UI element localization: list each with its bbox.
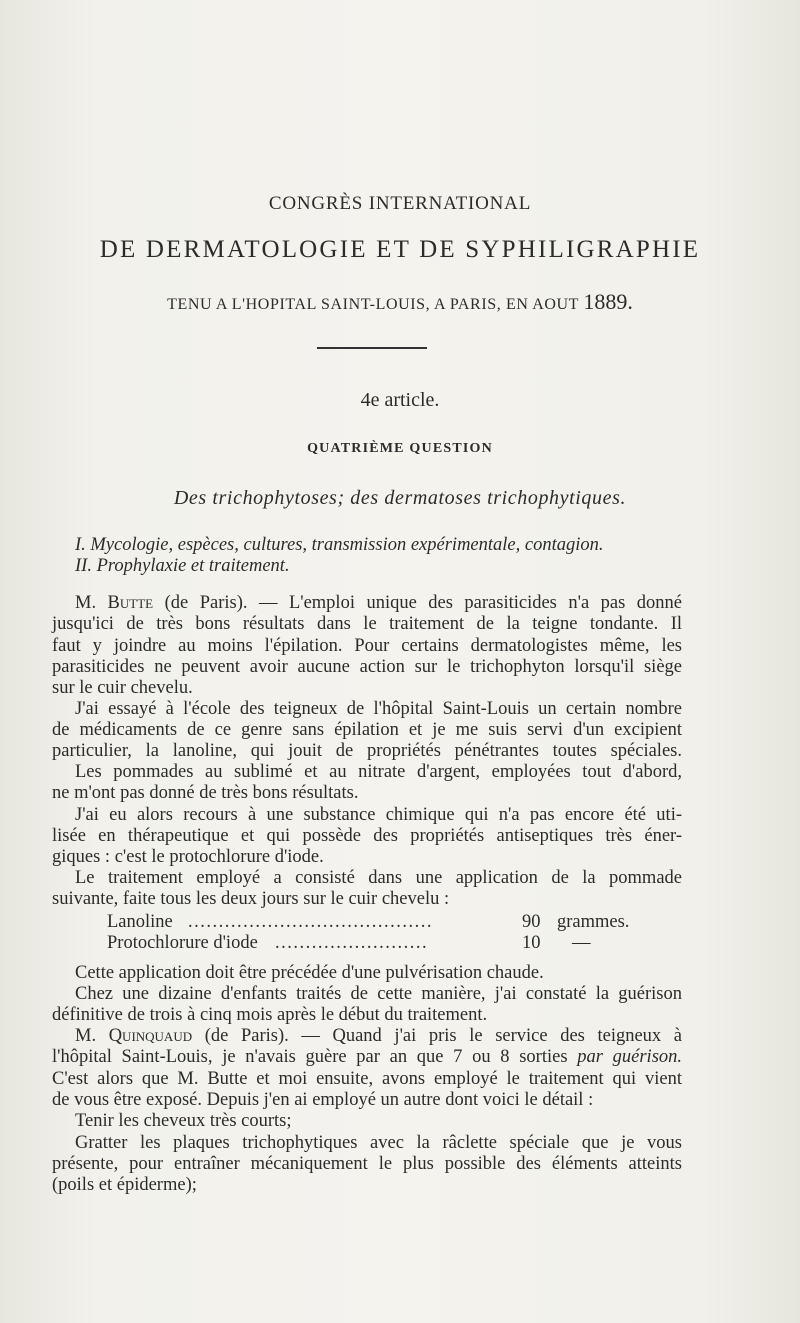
p10-line-1: Gratter les plaques trichophytiques avec la râclette spéciale que je vous [75, 1133, 682, 1153]
question-heading: QUATRIÈME QUESTION [307, 441, 493, 456]
venue-text: TENU A L'HOPITAL SAINT-LOUIS, A PARIS, EN AOUT [167, 296, 579, 313]
main-title: DE DERMATOLOGIE ET DE SYPHILIGRAPHIE [99, 236, 701, 263]
p3-line-2: ne m'ont pas donné de très bons résultats. [52, 783, 359, 803]
butte-line-3: faut y joindre au moins l'épilation. Pour certains dermatologistes même, les [52, 636, 682, 656]
formula-unit: — [572, 933, 591, 953]
speaker-butte: M. Butte [75, 593, 154, 613]
formula-leader: ......................... [275, 933, 429, 953]
formula-name: Lanoline [107, 912, 173, 932]
quinquaud-line-2-text: l'hôpital Saint-Louis, je n'avais guère par an que 7 ou 8 sorties [52, 1047, 568, 1067]
butte-line-2: jusqu'ici de très bons résultats dans le traitement de la teigne tondante. Il [52, 614, 682, 634]
venue-line [0, 289, 800, 315]
p7-line-2: définitive de trois à cinq mois après le début du traitement. [52, 1005, 488, 1025]
question-subtitle: Des trichophytoses; des dermatoses trichophytiques. [173, 487, 627, 509]
venue-year: 1889. [583, 289, 633, 314]
section-1: I. Mycologie, espèces, cultures, transmission expérimentale, contagion. [75, 535, 604, 555]
p4-line-3: giques : c'est le protochlorure d'iode. [52, 847, 324, 867]
butte-line-4: parasiticides ne peuvent avoir aucune action sur le trichophyton lorsqu'il siège [52, 657, 682, 677]
p2-line-2: de médicaments de ce genre sans épilation et je me suis servi d'un excipient [52, 720, 682, 740]
p2-line-1: J'ai essayé à l'école des teigneux de l'hôpital Saint-Louis un certain nombre [75, 699, 682, 719]
p6-line-1: Cette application doit être précédée d'une pulvérisation chaude. [75, 963, 544, 983]
quinquaud-line-3: C'est alors que M. Butte et moi ensuite, avons employé le traitement qui vient [52, 1069, 682, 1089]
butte-line-5: sur le cuir chevelu. [52, 678, 193, 698]
formula-leader: ........................................ [188, 912, 433, 932]
quinquaud-line-2-italic: par guérison. [577, 1047, 683, 1067]
p7-line-1: Chez une dizaine d'enfants traités de cette manière, j'ai constaté la guérison [75, 984, 682, 1004]
butte-line-1-text: (de Paris). — L'emploi unique des parasiticides n'a pas donné [164, 593, 682, 613]
p4-line-2: lisée en thérapeutique et qui possède des propriétés antiseptiques très éner- [52, 826, 682, 846]
formula-qty: 90 [522, 912, 541, 932]
formula-name: Protochlorure d'iode [107, 933, 258, 953]
title-rule [317, 347, 427, 349]
p2-line-3: particulier, la lanoline, qui jouit de propriétés pénétrantes toutes spéciales. [52, 741, 682, 761]
article-number: 4e article. [360, 389, 440, 411]
p9-line-1: Tenir les cheveux très courts; [75, 1111, 292, 1131]
p10-line-2: présente, pour entraîner mécaniquement le plus possible des éléments atteints [52, 1154, 682, 1174]
p5-line-1: Le traitement employé a consisté dans une application de la pommade [75, 868, 682, 888]
p5-line-2: suivante, faite tous les deux jours sur le cuir chevelu : [52, 889, 450, 909]
quinquaud-line-1 [75, 1026, 682, 1047]
p10-line-3: (poils et épiderme); [52, 1175, 197, 1195]
butte-line-1 [75, 593, 682, 614]
p3-line-1: Les pommades au sublimé et au nitrate d'argent, employées tout d'abord, [75, 762, 682, 782]
speaker-quinquaud: M. Quinquaud [75, 1026, 193, 1046]
quinquaud-line-1-text: (de Paris). — Quand j'ai pris le service des teigneux à [204, 1026, 683, 1046]
quinquaud-line-2 [52, 1047, 682, 1068]
quinquaud-line-4: de vous être exposé. Depuis j'en ai employé un autre dont voici le détail : [52, 1090, 594, 1110]
p4-line-1: J'ai eu alors recours à une substance chimique qui n'a pas encore été uti- [75, 805, 682, 825]
section-2: II. Prophylaxie et traitement. [75, 556, 290, 576]
formula-qty: 10 [522, 933, 541, 953]
formula-unit: grammes. [557, 912, 630, 932]
congress-heading: CONGRÈS INTERNATIONAL [268, 193, 532, 214]
